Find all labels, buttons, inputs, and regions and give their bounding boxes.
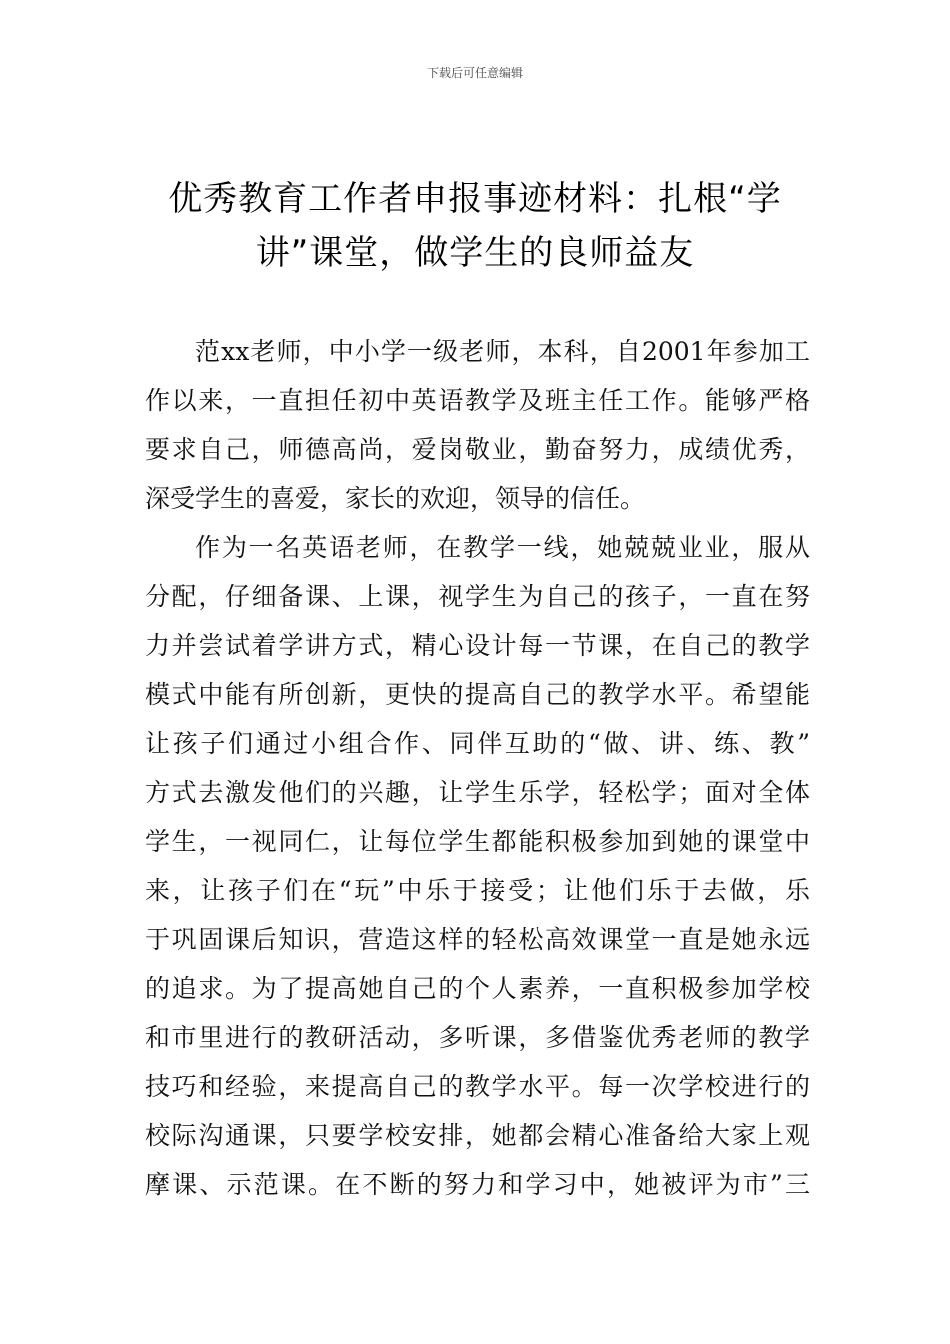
text-line: 力并尝试着学讲方式，精心设计每一节课，在自己的教学 <box>145 631 810 660</box>
title-line: 优秀教育工作者申报事迹材料：扎根“学 <box>168 179 782 219</box>
text-line: 摩课、示范课。在不断的努力和学习中，她被评为市”三 <box>145 1170 810 1199</box>
text-line: 作以来，一直担任初中英语教学及班主任工作。能够严格 <box>145 386 810 415</box>
text-line: 要求自己，师德高尚，爱岗敬业，勤奋努力，成绩优秀， <box>145 435 810 464</box>
text-line: 学生，一视同仁，让每位学生都能积极参加到她的课堂中 <box>145 827 810 856</box>
text-line: 于巩固课后知识，营造这样的轻松高效课堂一直是她永远 <box>145 925 810 954</box>
text-line: 方式去激发他们的兴趣，让学生乐学，轻松学；面对全体 <box>145 778 810 807</box>
text-line: 和市里进行的教研活动，多听课，多借鉴优秀老师的教学 <box>145 1023 810 1052</box>
text-line: 校际沟通课，只要学校安排，她都会精心准备给大家上观 <box>145 1121 810 1150</box>
text-line: 作为一名英语老师，在教学一线，她兢兢业业，服从 <box>195 533 810 562</box>
text-line: 分配，仔细备课、上课，视学生为自己的孩子，一直在努 <box>145 582 810 611</box>
document-body <box>145 327 810 1209</box>
header-note: 下载后可任意编辑 <box>426 66 523 80</box>
text-line: 来，让孩子们在“玩”中乐于接受；让他们乐于去做，乐 <box>145 876 810 905</box>
text-line: 技巧和经验，来提高自己的教学水平。每一次学校进行的 <box>145 1072 810 1101</box>
text-line: 让孩子们通过小组合作、同伴互助的“做、讲、练、教” <box>145 729 810 758</box>
document-title <box>140 172 810 280</box>
text-line: 模式中能有所创新，更快的提高自己的教学水平。希望能 <box>145 680 810 709</box>
paragraph-1 <box>145 327 810 523</box>
text-line: 范xx老师，中小学一级老师，本科，自2001年参加工 <box>195 337 810 366</box>
text-line: 深受学生的喜爱，家长的欢迎，领导的信任。 <box>145 484 646 513</box>
paragraph-2 <box>145 523 810 1209</box>
text-line: 的追求。为了提高她自己的个人素养，一直积极参加学校 <box>145 974 810 1003</box>
title-line: 讲”课堂，做学生的良师益友 <box>255 233 695 273</box>
